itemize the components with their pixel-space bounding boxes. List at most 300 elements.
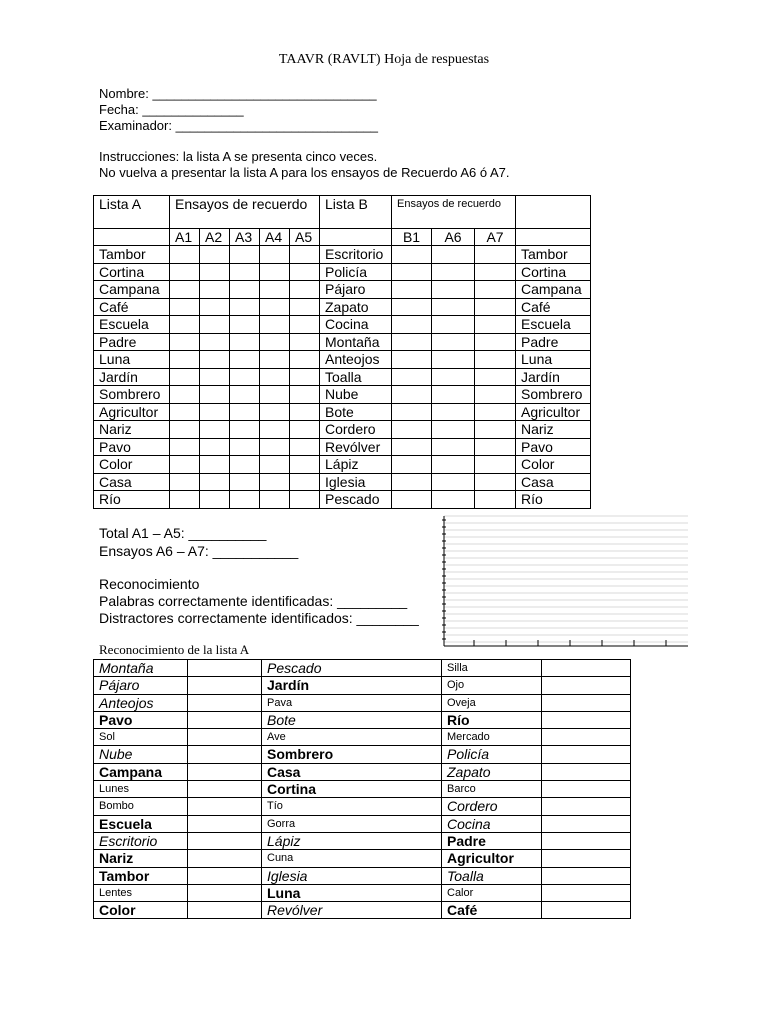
trial-a3-cell[interactable] [230, 281, 260, 299]
recognition-answer-cell[interactable] [542, 781, 631, 798]
trial-a5-cell[interactable] [290, 456, 320, 474]
list-a-word: Sombrero [94, 386, 170, 404]
list-b-word: Bote [320, 403, 392, 421]
recognition-row [94, 867, 631, 884]
recognition-answer-cell[interactable] [188, 884, 262, 901]
trial-a2-cell[interactable] [200, 281, 230, 299]
table-row [94, 263, 591, 281]
recognition-word: Sol [94, 729, 188, 746]
trial-a4-cell[interactable] [260, 491, 290, 509]
trial-a5-cell[interactable] [290, 473, 320, 491]
recognition-answer-cell[interactable] [542, 660, 631, 677]
trial-a6-cell[interactable] [432, 421, 475, 439]
recognition-row [94, 781, 631, 798]
trial-a1-cell[interactable] [170, 456, 200, 474]
table-row [94, 386, 591, 404]
list-a-word: Pavo [94, 438, 170, 456]
recognition-answer-cell[interactable] [542, 867, 631, 884]
recognition-word: Oveja [442, 694, 542, 711]
subheader-a2: A2 [200, 229, 230, 246]
list-a-word: Agricultor [94, 403, 170, 421]
recognition-word: Revólver [262, 902, 442, 919]
recognition-answer-cell[interactable] [542, 884, 631, 901]
trial-b1-cell[interactable] [392, 316, 432, 334]
trial-a4-cell[interactable] [260, 368, 290, 386]
trial-a6-cell[interactable] [432, 491, 475, 509]
list-a-word-repeat: Color [516, 456, 591, 474]
subheader-a7: A7 [475, 229, 516, 246]
trial-a3-cell[interactable] [230, 456, 260, 474]
subheader-empty [94, 229, 170, 246]
trial-a1-cell[interactable] [170, 316, 200, 334]
trial-a3-cell[interactable] [230, 368, 260, 386]
recognition-word: Pescado [262, 660, 442, 677]
recognition-word: Montaña [94, 660, 188, 677]
recognition-word: Cocina [442, 815, 542, 832]
header-lista-a: Lista A [94, 196, 170, 229]
trial-a6-cell[interactable] [432, 368, 475, 386]
recognition-word: Color [94, 902, 188, 919]
recognition-word: Anteojos [94, 694, 188, 711]
recognition-answer-cell[interactable] [542, 798, 631, 815]
trial-a2-cell[interactable] [200, 316, 230, 334]
recognition-word: Casa [262, 763, 442, 780]
distractores-identificados[interactable]: Distractores correctamente identificados: ________ [99, 610, 419, 626]
recognition-row [94, 763, 631, 780]
recognition-answer-cell[interactable] [542, 902, 631, 919]
recognition-answer-cell[interactable] [188, 850, 262, 867]
trial-a2-cell[interactable] [200, 333, 230, 351]
list-b-word: Zapato [320, 298, 392, 316]
trial-a4-cell[interactable] [260, 438, 290, 456]
recognition-answer-cell[interactable] [542, 729, 631, 746]
recognition-word: Nariz [94, 850, 188, 867]
trial-b1-cell[interactable] [392, 386, 432, 404]
recognition-row [94, 711, 631, 728]
trial-a6-cell[interactable] [432, 263, 475, 281]
recognition-word: Bombo [94, 798, 188, 815]
list-a-word-repeat: Tambor [516, 246, 591, 264]
trial-a5-cell[interactable] [290, 263, 320, 281]
recognition-word: Zapato [442, 763, 542, 780]
trial-b1-cell[interactable] [392, 281, 432, 299]
list-a-word: Color [94, 456, 170, 474]
recognition-answer-cell[interactable] [188, 902, 262, 919]
list-a-word-repeat: Escuela [516, 316, 591, 334]
trial-a2-cell[interactable] [200, 403, 230, 421]
trial-a5-cell[interactable] [290, 421, 320, 439]
trial-a2-cell[interactable] [200, 438, 230, 456]
trial-a5-cell[interactable] [290, 491, 320, 509]
trial-a7-cell[interactable] [475, 421, 516, 439]
recognition-row [94, 746, 631, 763]
trial-a5-cell[interactable] [290, 246, 320, 264]
trial-a3-cell[interactable] [230, 351, 260, 369]
trial-a7-cell[interactable] [475, 438, 516, 456]
recognition-answer-cell[interactable] [188, 660, 262, 677]
trial-a2-cell[interactable] [200, 421, 230, 439]
instructions-line-2: No vuelva a presentar la lista A para los ensayos de Recuerdo A6 ó A7. [99, 165, 510, 180]
trial-a3-cell[interactable] [230, 403, 260, 421]
trial-a6-cell[interactable] [432, 386, 475, 404]
recognition-word: Río [442, 711, 542, 728]
recognition-row [94, 729, 631, 746]
trial-a3-cell[interactable] [230, 333, 260, 351]
trial-a5-cell[interactable] [290, 298, 320, 316]
recognition-row [94, 798, 631, 815]
trial-a3-cell[interactable] [230, 473, 260, 491]
recognition-word: Sombrero [262, 746, 442, 763]
trial-a6-cell[interactable] [432, 456, 475, 474]
recognition-word: Agricultor [442, 850, 542, 867]
recognition-answer-cell[interactable] [542, 694, 631, 711]
trial-b1-cell[interactable] [392, 438, 432, 456]
trial-a5-cell[interactable] [290, 281, 320, 299]
list-a-word-repeat: Campana [516, 281, 591, 299]
trial-b1-cell[interactable] [392, 491, 432, 509]
trial-a7-cell[interactable] [475, 281, 516, 299]
subheader-a4: A4 [260, 229, 290, 246]
trial-a7-cell[interactable] [475, 473, 516, 491]
list-b-word: Anteojos [320, 351, 392, 369]
recognition-word: Calor [442, 884, 542, 901]
trial-a1-cell[interactable] [170, 386, 200, 404]
table-row [94, 246, 591, 264]
trial-a2-cell[interactable] [200, 491, 230, 509]
list-a-word-repeat: Sombrero [516, 386, 591, 404]
trial-a3-cell[interactable] [230, 421, 260, 439]
recognition-answer-cell[interactable] [542, 763, 631, 780]
trial-a1-cell[interactable] [170, 403, 200, 421]
recognition-word: Ave [262, 729, 442, 746]
recognition-word: Silla [442, 660, 542, 677]
trial-a7-cell[interactable] [475, 333, 516, 351]
table-row [94, 421, 591, 439]
trial-a2-cell[interactable] [200, 368, 230, 386]
trial-a7-cell[interactable] [475, 263, 516, 281]
trial-a1-cell[interactable] [170, 473, 200, 491]
trial-a6-cell[interactable] [432, 438, 475, 456]
total-a1-a5[interactable]: Total A1 – A5: __________ [99, 525, 267, 541]
table-row [94, 281, 591, 299]
subheader-a1: A1 [170, 229, 200, 246]
list-a-word-repeat: Café [516, 298, 591, 316]
recognition-answer-cell[interactable] [542, 832, 631, 849]
trial-a2-cell[interactable] [200, 298, 230, 316]
recognition-answer-cell[interactable] [188, 832, 262, 849]
list-b-word: Lápiz [320, 456, 392, 474]
recognition-answer-cell[interactable] [188, 815, 262, 832]
recognition-word: Ojo [442, 677, 542, 694]
table-row [94, 316, 591, 334]
trial-a1-cell[interactable] [170, 438, 200, 456]
fecha-field[interactable]: Fecha: ______________ [99, 102, 244, 117]
list-b-word: Escritorio [320, 246, 392, 264]
trial-a3-cell[interactable] [230, 263, 260, 281]
list-a-word: Café [94, 298, 170, 316]
list-a-word-repeat: Pavo [516, 438, 591, 456]
recognition-word: Pavo [94, 711, 188, 728]
recognition-word: Nube [94, 746, 188, 763]
list-a-word: Río [94, 491, 170, 509]
recognition-row [94, 815, 631, 832]
recognition-word: Cuna [262, 850, 442, 867]
recognition-word: Luna [262, 884, 442, 901]
table-row [94, 403, 591, 421]
trial-b1-cell[interactable] [392, 263, 432, 281]
recognition-word: Escuela [94, 815, 188, 832]
recognition-answer-cell[interactable] [542, 815, 631, 832]
header-lista-b: Lista B [320, 196, 392, 229]
trial-a4-cell[interactable] [260, 473, 290, 491]
list-a-word: Luna [94, 351, 170, 369]
trial-a5-cell[interactable] [290, 438, 320, 456]
trial-a4-cell[interactable] [260, 298, 290, 316]
recognition-word: Escritorio [94, 832, 188, 849]
recognition-answer-cell[interactable] [542, 850, 631, 867]
list-b-word: Toalla [320, 368, 392, 386]
trial-a1-cell[interactable] [170, 298, 200, 316]
trial-a6-cell[interactable] [432, 281, 475, 299]
table-row [94, 298, 591, 316]
examinador-field[interactable]: Examinador: ____________________________ [99, 118, 379, 133]
trial-a7-cell[interactable] [475, 491, 516, 509]
recognition-word: Lápiz [262, 832, 442, 849]
trial-a5-cell[interactable] [290, 368, 320, 386]
table-row [94, 473, 591, 491]
recognition-row [94, 850, 631, 867]
trial-a6-cell[interactable] [432, 298, 475, 316]
trial-a4-cell[interactable] [260, 281, 290, 299]
trial-a1-cell[interactable] [170, 368, 200, 386]
trial-a3-cell[interactable] [230, 298, 260, 316]
list-b-word: Cocina [320, 316, 392, 334]
trial-a1-cell[interactable] [170, 263, 200, 281]
trial-a1-cell[interactable] [170, 281, 200, 299]
recognition-row [94, 902, 631, 919]
list-a-word: Campana [94, 281, 170, 299]
recognition-word: Iglesia [262, 867, 442, 884]
recognition-word: Cordero [442, 798, 542, 815]
table-row [94, 351, 591, 369]
recognition-row [94, 832, 631, 849]
trial-a2-cell[interactable] [200, 246, 230, 264]
trial-a4-cell[interactable] [260, 246, 290, 264]
list-a-word: Nariz [94, 421, 170, 439]
trial-a2-cell[interactable] [200, 263, 230, 281]
recognition-list-title: Reconocimiento de la lista A [99, 642, 250, 657]
trial-a5-cell[interactable] [290, 333, 320, 351]
trial-a2-cell[interactable] [200, 351, 230, 369]
trial-b1-cell[interactable] [392, 246, 432, 264]
list-b-word: Policía [320, 263, 392, 281]
trial-a3-cell[interactable] [230, 316, 260, 334]
subheader-empty-c [516, 229, 591, 246]
list-b-word: Iglesia [320, 473, 392, 491]
nombre-field[interactable]: Nombre: _______________________________ [99, 86, 377, 101]
trial-a3-cell[interactable] [230, 438, 260, 456]
recognition-word: Lentes [94, 884, 188, 901]
trial-a7-cell[interactable] [475, 246, 516, 264]
header-ensayos-b: Ensayos de recuerdo [392, 196, 516, 229]
list-a-word: Tambor [94, 246, 170, 264]
recognition-word: Pájaro [94, 677, 188, 694]
trial-a1-cell[interactable] [170, 421, 200, 439]
trial-a1-cell[interactable] [170, 351, 200, 369]
trial-a1-cell[interactable] [170, 491, 200, 509]
header-empty [516, 196, 591, 229]
trial-a5-cell[interactable] [290, 403, 320, 421]
trial-a5-cell[interactable] [290, 351, 320, 369]
blank-graph-grid [440, 514, 690, 650]
list-a-word-repeat: Jardín [516, 368, 591, 386]
trial-a4-cell[interactable] [260, 351, 290, 369]
list-a-word-repeat: Padre [516, 333, 591, 351]
recognition-row [94, 677, 631, 694]
recognition-answer-cell[interactable] [188, 746, 262, 763]
recognition-word: Policía [442, 746, 542, 763]
recognition-answer-cell[interactable] [542, 677, 631, 694]
recognition-row [94, 884, 631, 901]
table-row [94, 456, 591, 474]
list-a-word: Cortina [94, 263, 170, 281]
recognition-word: Jardín [262, 677, 442, 694]
table-row [94, 368, 591, 386]
subheader-a3: A3 [230, 229, 260, 246]
trial-b1-cell[interactable] [392, 473, 432, 491]
trial-a7-cell[interactable] [475, 351, 516, 369]
trial-a7-cell[interactable] [475, 403, 516, 421]
table-row [94, 438, 591, 456]
list-a-word-repeat: Río [516, 491, 591, 509]
trial-a7-cell[interactable] [475, 368, 516, 386]
trial-b1-cell[interactable] [392, 298, 432, 316]
trial-a5-cell[interactable] [290, 316, 320, 334]
trial-b1-cell[interactable] [392, 351, 432, 369]
list-b-word: Revólver [320, 438, 392, 456]
trial-a4-cell[interactable] [260, 421, 290, 439]
trial-a4-cell[interactable] [260, 263, 290, 281]
recognition-word: Café [442, 902, 542, 919]
list-a-word-repeat: Agricultor [516, 403, 591, 421]
trial-b1-cell[interactable] [392, 368, 432, 386]
trial-a2-cell[interactable] [200, 456, 230, 474]
trial-b1-cell[interactable] [392, 333, 432, 351]
page-title: TAAVR (RAVLT) Hoja de respuestas [278, 52, 490, 67]
trial-a1-cell[interactable] [170, 246, 200, 264]
instructions-line-1: Instrucciones: la lista A se presenta cinco veces. [99, 149, 378, 164]
trial-a2-cell[interactable] [200, 473, 230, 491]
recognition-word: Tío [262, 798, 442, 815]
table-row [94, 333, 591, 351]
recognition-word: Mercado [442, 729, 542, 746]
trial-a4-cell[interactable] [260, 333, 290, 351]
list-a-word: Escuela [94, 316, 170, 334]
trial-b1-cell[interactable] [392, 421, 432, 439]
trial-a3-cell[interactable] [230, 491, 260, 509]
trial-a6-cell[interactable] [432, 351, 475, 369]
list-a-word-repeat: Casa [516, 473, 591, 491]
trial-a6-cell[interactable] [432, 333, 475, 351]
recognition-word: Padre [442, 832, 542, 849]
trial-a3-cell[interactable] [230, 246, 260, 264]
recognition-table [93, 659, 631, 919]
trial-a6-cell[interactable] [432, 246, 475, 264]
recognition-answer-cell[interactable] [188, 781, 262, 798]
recognition-word: Pava [262, 694, 442, 711]
trial-b1-cell[interactable] [392, 403, 432, 421]
recognition-answer-cell[interactable] [188, 798, 262, 815]
palabras-identificadas[interactable]: Palabras correctamente identificadas: _________ [99, 593, 408, 609]
list-a-word-repeat: Nariz [516, 421, 591, 439]
recognition-word: Cortina [262, 781, 442, 798]
recognition-answer-cell[interactable] [188, 711, 262, 728]
trial-a7-cell[interactable] [475, 316, 516, 334]
list-a-word-repeat: Cortina [516, 263, 591, 281]
trial-a6-cell[interactable] [432, 316, 475, 334]
subheader-a6: A6 [432, 229, 475, 246]
trial-a4-cell[interactable] [260, 456, 290, 474]
list-a-word: Casa [94, 473, 170, 491]
subheader-b1: B1 [392, 229, 432, 246]
trial-a2-cell[interactable] [200, 386, 230, 404]
trial-a6-cell[interactable] [432, 473, 475, 491]
recognition-answer-cell[interactable] [188, 729, 262, 746]
recognition-answer-cell[interactable] [542, 711, 631, 728]
recognition-row [94, 660, 631, 677]
trial-a1-cell[interactable] [170, 333, 200, 351]
recognition-word: Gorra [262, 815, 442, 832]
trial-a6-cell[interactable] [432, 403, 475, 421]
recognition-row [94, 694, 631, 711]
trial-a7-cell[interactable] [475, 386, 516, 404]
recognition-answer-cell[interactable] [188, 694, 262, 711]
subheader-empty-b [320, 229, 392, 246]
trial-b1-cell[interactable] [392, 456, 432, 474]
list-b-word: Pescado [320, 491, 392, 509]
list-b-word: Pájaro [320, 281, 392, 299]
recall-table [93, 195, 591, 509]
recognition-word: Bote [262, 711, 442, 728]
recognition-word: Barco [442, 781, 542, 798]
list-b-word: Cordero [320, 421, 392, 439]
list-a-word: Padre [94, 333, 170, 351]
table-row [94, 491, 591, 509]
recognition-heading: Reconocimiento [99, 576, 200, 592]
trial-a5-cell[interactable] [290, 386, 320, 404]
trial-a3-cell[interactable] [230, 386, 260, 404]
trial-a7-cell[interactable] [475, 298, 516, 316]
recognition-answer-cell[interactable] [188, 867, 262, 884]
trial-a7-cell[interactable] [475, 456, 516, 474]
list-b-word: Nube [320, 386, 392, 404]
header-ensayos-a: Ensayos de recuerdo [170, 196, 320, 229]
recognition-answer-cell[interactable] [542, 746, 631, 763]
subheader-a5: A5 [290, 229, 320, 246]
list-b-word: Montaña [320, 333, 392, 351]
list-a-word-repeat: Luna [516, 351, 591, 369]
recognition-word: Tambor [94, 867, 188, 884]
recognition-word: Toalla [442, 867, 542, 884]
recognition-word: Lunes [94, 781, 188, 798]
ensayos-a6-a7[interactable]: Ensayos A6 – A7: ___________ [99, 543, 299, 559]
trial-a4-cell[interactable] [260, 386, 290, 404]
list-a-word: Jardín [94, 368, 170, 386]
trial-a4-cell[interactable] [260, 403, 290, 421]
trial-a4-cell[interactable] [260, 316, 290, 334]
recognition-answer-cell[interactable] [188, 763, 262, 780]
recognition-answer-cell[interactable] [188, 677, 262, 694]
